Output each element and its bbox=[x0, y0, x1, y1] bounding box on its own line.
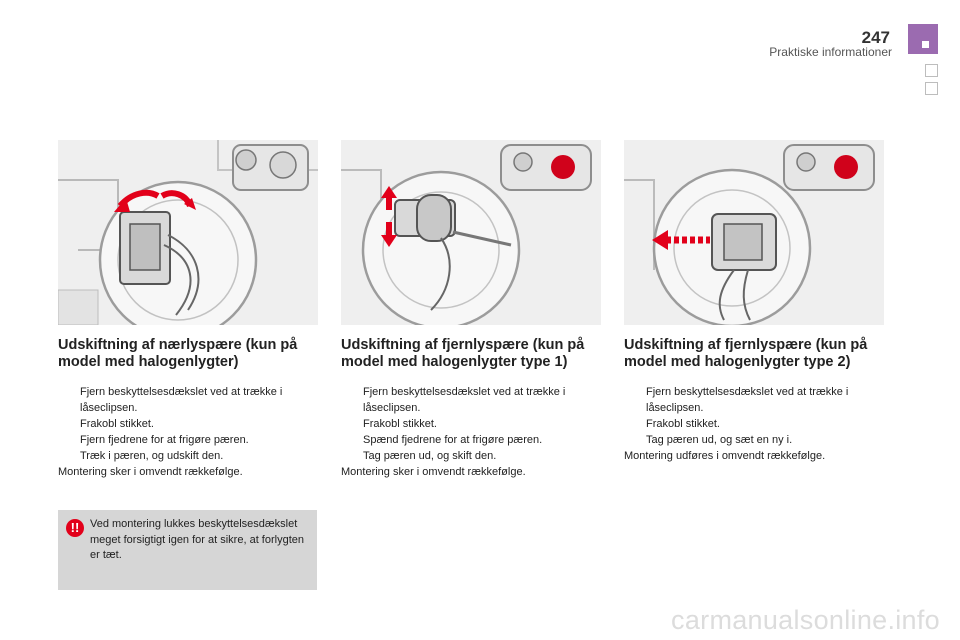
section-heading: Udskiftning af nærlyspære (kun på model med halogenlygter) bbox=[58, 337, 298, 370]
column-low-beam bbox=[58, 337, 320, 480]
chapter-tab-marker bbox=[922, 41, 929, 48]
list-item: Spænd fjedrene for at frigøre pæren. bbox=[363, 434, 543, 446]
list-item: Frakobl stikket. bbox=[363, 418, 437, 430]
step-list bbox=[341, 384, 603, 464]
page-number: 247 bbox=[861, 28, 890, 47]
list-item: Tag pæren ud, og skift den. bbox=[363, 450, 497, 462]
illustration-high-beam-type2 bbox=[624, 140, 884, 325]
list-item: Frakobl stikket. bbox=[80, 418, 154, 430]
warning-icon: !! bbox=[66, 519, 84, 537]
section-heading: Udskiftning af fjernlyspære (kun på model med halogenlygter type 1) bbox=[341, 337, 585, 370]
list-item: Fjern beskyttelsesdækslet ved at trække i låseclipsen. bbox=[646, 386, 849, 414]
warning-box bbox=[58, 510, 317, 590]
column-high-beam-type2 bbox=[624, 337, 886, 464]
list-item: Fjern beskyttelsesdækslet ved at trække i låseclipsen. bbox=[80, 386, 283, 414]
watermark: carmanualsonline.info bbox=[671, 605, 940, 635]
list-item: Frakobl stikket. bbox=[646, 418, 720, 430]
chapter-tab-empty bbox=[925, 82, 938, 95]
column-high-beam-type1 bbox=[341, 337, 603, 480]
warning-text: Ved montering lukkes beskyttelsesdækslet meget forsigtigt igen for at sikre, at forlygten er tæt. bbox=[90, 518, 304, 561]
section-title: Praktiske informationer bbox=[769, 45, 892, 59]
illustration-low-beam bbox=[58, 140, 318, 325]
chapter-tab bbox=[908, 24, 938, 54]
step-list bbox=[624, 384, 886, 448]
section-heading: Udskiftning af fjernlyspære (kun på model med halogenlygter type 2) bbox=[624, 337, 868, 370]
step-list bbox=[58, 384, 320, 464]
mounting-note: Montering udføres i omvendt rækkefølge. bbox=[624, 450, 826, 462]
illustration-high-beam-type1 bbox=[341, 140, 601, 325]
list-item: Fjern beskyttelsesdækslet ved at trække i låseclipsen. bbox=[363, 386, 566, 414]
list-item: Fjern fjedrene for at frigøre pæren. bbox=[80, 434, 249, 446]
mounting-note: Montering sker i omvendt rækkefølge. bbox=[341, 466, 526, 478]
list-item: Tag pæren ud, og sæt en ny i. bbox=[646, 434, 793, 446]
chapter-tab-empty bbox=[925, 64, 938, 77]
list-item: Træk i pæren, og udskift den. bbox=[80, 450, 224, 462]
mounting-note: Montering sker i omvendt rækkefølge. bbox=[58, 466, 243, 478]
